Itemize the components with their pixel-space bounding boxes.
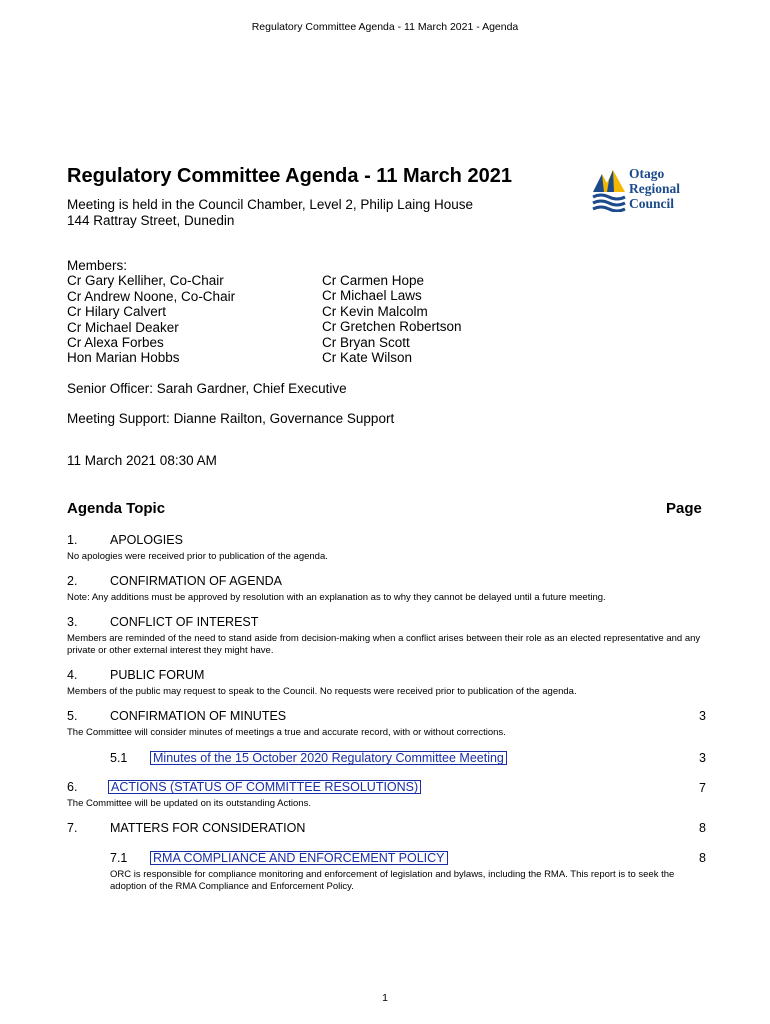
- item-description: No apologies were received prior to publication of the agenda.: [67, 551, 328, 562]
- members-column-1: [67, 258, 235, 366]
- page-title: Regulatory Committee Agenda - 11 March 2021: [67, 165, 512, 187]
- member: Cr Michael Deaker: [67, 319, 179, 335]
- page-heading: Page: [666, 500, 702, 517]
- item-page: 3: [699, 709, 706, 723]
- running-header: Regulatory Committee Agenda - 11 March 2021 - Agenda: [251, 21, 519, 33]
- subitem-number: 5.1: [110, 751, 128, 765]
- item-title: APOLOGIES: [110, 533, 183, 547]
- item-number: 7.: [67, 821, 78, 835]
- agenda-topic-heading: Agenda Topic: [67, 500, 166, 517]
- item-description: The Committee will be updated on its outstanding Actions.: [67, 798, 311, 809]
- member: Cr Gary Kelliher, Co-Chair: [67, 273, 224, 289]
- item-number: 2.: [67, 574, 78, 588]
- member: Cr Kate Wilson: [322, 350, 413, 366]
- member: Cr Andrew Noone, Co-Chair: [67, 288, 236, 304]
- member: Cr Hilary Calvert: [67, 304, 167, 320]
- item-description: Members of the public may request to speak to the Council. No requests were received prior to publication of the agenda.: [67, 686, 577, 697]
- member: Cr Carmen Hope: [322, 273, 425, 288]
- item-number: 3.: [67, 615, 78, 629]
- meeting-support: Meeting Support: Dianne Railton, Governance Support: [67, 411, 395, 426]
- item-description: Note: Any additions must be approved by resolution with an explanation as to why they cannot be delayed until a future meeting.: [67, 592, 606, 603]
- item-title: PUBLIC FORUM: [110, 668, 205, 682]
- page-number: 1: [382, 992, 388, 1004]
- member: Cr Gretchen Robertson: [322, 319, 462, 335]
- member: Cr Alexa Forbes: [67, 335, 164, 351]
- mountain-logo-icon: [592, 166, 626, 212]
- meeting-datetime: 11 March 2021 08:30 AM: [67, 453, 217, 468]
- item-title: CONFIRMATION OF AGENDA: [110, 574, 282, 588]
- members-label: Members:: [67, 258, 128, 273]
- member: Cr Kevin Malcolm: [322, 303, 428, 319]
- item-number: 4.: [67, 668, 78, 682]
- item-title: CONFIRMATION OF MINUTES: [110, 709, 287, 723]
- item-page: 7: [699, 781, 706, 795]
- item-description: Members are reminded of the need to stand aside from decision-making when a conflict arises between their role as an elected representative and any private or other external interest they might have.: [67, 633, 701, 656]
- actions-link[interactable]: ACTIONS (STATUS OF COMMITTEE RESOLUTIONS): [108, 780, 421, 794]
- location-line-1: Meeting is held in the Council Chamber, Level 2, Philip Laing House: [67, 197, 473, 212]
- item-number: 1.: [67, 533, 78, 547]
- senior-officer: Senior Officer: Sarah Gardner, Chief Executive: [67, 381, 347, 396]
- item-title: CONFLICT OF INTEREST: [110, 615, 259, 629]
- subitem-page: 8: [699, 851, 706, 865]
- logo-text: Otago Regional Council: [629, 166, 681, 211]
- otago-regional-council-logo: [592, 166, 712, 216]
- subitem-number: 7.1: [110, 851, 128, 865]
- item-number: 6.: [67, 780, 78, 794]
- location-line-2: 144 Rattray Street, Dunedin: [67, 213, 235, 228]
- item-description: The Committee will consider minutes of meetings a true and accurate record, with or without corrections.: [67, 727, 506, 738]
- item-number: 5.: [67, 709, 78, 723]
- item-page: 8: [699, 821, 706, 835]
- members-column-2: [322, 273, 462, 365]
- item-title: MATTERS FOR CONSIDERATION: [110, 821, 306, 835]
- subitem-page: 3: [699, 751, 706, 765]
- member: Cr Bryan Scott: [322, 334, 410, 350]
- minutes-link[interactable]: Minutes of the 15 October 2020 Regulatory Committee Meeting: [150, 751, 507, 765]
- rma-policy-link[interactable]: RMA COMPLIANCE AND ENFORCEMENT POLICY: [150, 851, 448, 865]
- member: Cr Michael Laws: [322, 288, 422, 304]
- member: Hon Marian Hobbs: [67, 350, 180, 366]
- subitem-description: ORC is responsible for compliance monitoring and enforcement of legislation and bylaws, including the RMA. This report is to seek the adoption of the RMA Compliance and Enforcement Policy.: [110, 869, 675, 892]
